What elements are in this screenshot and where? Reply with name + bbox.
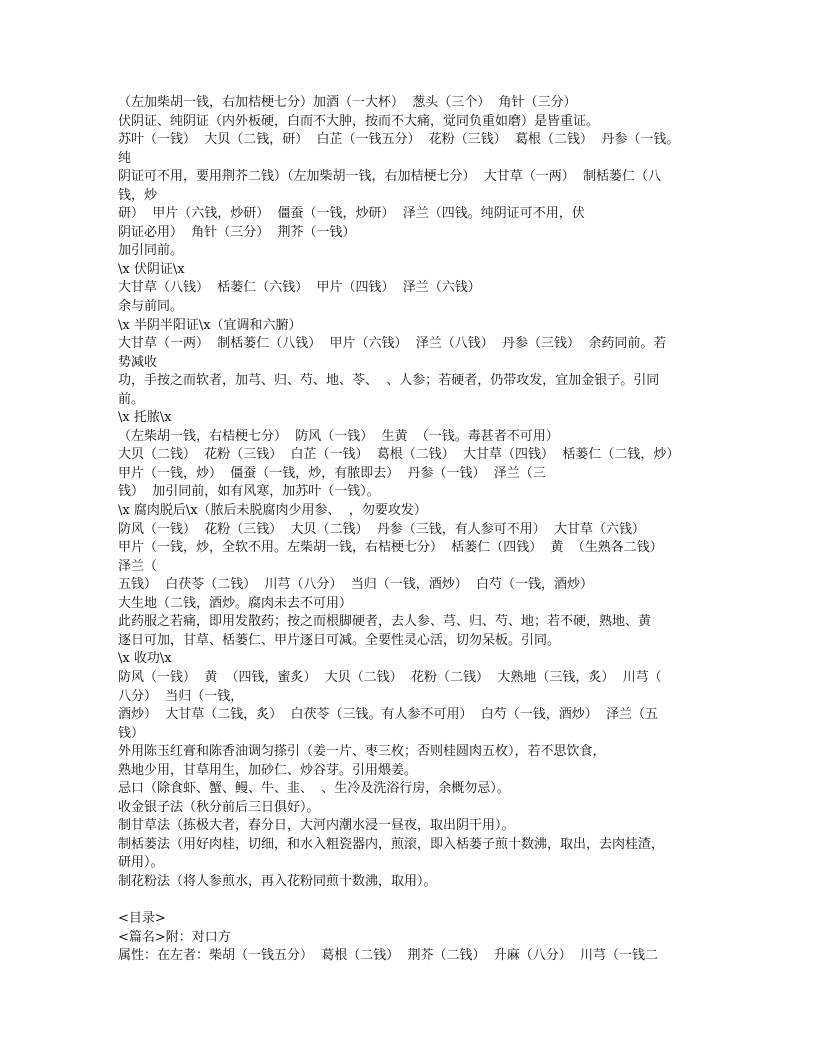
- blank-line: [118, 892, 708, 911]
- text-line: 伏阴证、纯阴证（内外板硬，白而不大肿，按而不大痛，觉同负重如磨）是皆重证。: [118, 113, 600, 129]
- text-line: 甲片（一钱，炒） 僵蚕（一钱，炒，有脓即去） 丹参（一钱） 泽兰（三: [118, 465, 546, 481]
- text-line: 制栝蒌法（用好肉桂，切细，和水入粗瓷器内，煎滚，即入栝蒌子煎十数沸，取出，去肉桂渣，: [118, 836, 665, 852]
- text-line: 泽兰（: [118, 558, 158, 574]
- text-line: 酒炒） 大甘草（二钱，炙） 白茯苓（三钱。有人参不可用） 白芍（一钱，酒炒） 泽兰（五: [118, 707, 659, 723]
- text-line: 阴证必用） 角针（三分） 荆芥（一钱）: [118, 224, 356, 240]
- text-line: 余与前同。: [118, 299, 184, 315]
- text-line: \x 收功\x: [118, 651, 172, 667]
- text-line: 五钱） 白茯苓（二钱） 川芎（八分） 当归（一钱，酒炒） 白芍（一钱，酒炒）: [118, 577, 594, 593]
- text-line: 大贝（二钱） 花粉（三钱） 白芷（一钱） 葛根（二钱） 大甘草（四钱） 栝蒌仁（二钱，炒）: [118, 447, 680, 463]
- text-line: 纯: [118, 150, 132, 166]
- text-line: 制花粉法（将人参煎水，再入花粉同煎十数沸，取用）。: [118, 873, 437, 889]
- text-line: 八分） 当归（一钱，: [118, 688, 244, 704]
- text-line: 前。: [118, 391, 145, 407]
- text-line: 甲片（一钱，炒，全软不用。左柴胡一钱，右桔梗七分） 栝蒌仁（四钱） 黄 （生熟各二钱）: [118, 540, 663, 556]
- text-line: 阴证可不用，要用荆芥二钱）（左加柴胡一钱，右加桔梗七分） 大甘草（一两） 制栝蒌仁（八: [118, 169, 662, 185]
- text-line: 大甘草（一两） 制栝蒌仁（八钱） 甲片（六钱） 泽兰（八钱） 丹参（三钱） 余药同前。若: [118, 336, 667, 352]
- text-line: （左柴胡一钱，右桔梗七分） 防风（一钱） 生黄 （一钱。毒甚者不可用）: [118, 428, 559, 444]
- text-line: 大生地（二钱，酒炒。腐肉未去不可用）: [118, 595, 353, 611]
- text-line: 势减收: [118, 354, 158, 370]
- text-line: <篇名>附：对口方: [118, 929, 231, 945]
- text-line: 防风（一钱） 黄 （四钱，蜜炙） 大贝（二钱） 花粉（二钱） 大熟地（三钱，炙） 川芎（: [118, 669, 662, 685]
- text-line: \x 半阴半阳证\x（宜调和六腑）: [118, 317, 302, 333]
- text-line: 外用陈玉红膏和陈香油调匀搽引（姜一片、枣三枚；否则桂圆肉五枚），若不思饮食，: [118, 744, 606, 760]
- text-line: 加引同前。: [118, 243, 184, 259]
- text-line: 属性：在左者：柴胡（一钱五分） 葛根（二钱） 荆芥（二钱） 升麻（八分） 川芎（一钱二: [118, 948, 659, 964]
- text-line: 研） 甲片（六钱，炒研） 僵蚕（一钱，炒研） 泽兰（四钱。纯阴证可不用，伏: [118, 206, 585, 222]
- text-line: 钱） 加引同前，如有风寒，加苏叶（一钱）。: [118, 484, 380, 500]
- text-line: \x 伏阴证\x: [118, 261, 185, 277]
- text-line: 钱）: [118, 725, 145, 741]
- text-line: 苏叶（一钱） 大贝（二钱，研） 白芷（一钱五分） 花粉（三钱） 葛根（二钱） 丹参（一钱。: [118, 132, 680, 148]
- text-line: 钱，炒: [118, 187, 158, 203]
- document-page: [118, 94, 708, 966]
- text-line: 制甘草法（拣极大者，春分日，大河内潮水浸一昼夜，取出阴干用）。: [118, 818, 515, 834]
- text-line: 此药服之若痛，即用发散药；按之而根脚硬者，去人参、芎、归、芍、地；若不硬，熟地、黄: [118, 614, 652, 630]
- text-line: \x 托脓\x: [118, 410, 172, 426]
- text-line: 大甘草（八钱） 栝蒌仁（六钱） 甲片（四钱） 泽兰（六钱）: [118, 280, 481, 296]
- text-line: \x 腐肉脱后\x（脓后未脱腐肉少用参、 ，勿要攻发）: [118, 503, 427, 519]
- text-line: 逐日可加，甘草、栝蒌仁、甲片逐日可减。全要性灵心活，切勿呆板。引同。: [118, 632, 561, 648]
- text-line: 防风（一钱） 花粉（三钱） 大贝（二钱） 丹参（三钱，有人参可不用） 大甘草（六钱）: [118, 521, 646, 537]
- text-line: 忌口（除食虾、蟹、鳗、牛、韭、 、生冷及洗浴行房，余概勿忌）。: [118, 781, 510, 797]
- text-line: <目录>: [118, 911, 166, 927]
- text-line: 收金银子法（秋分前后三日俱好）。: [118, 799, 320, 815]
- text-line: 熟地少用，甘草用生，加砂仁、炒谷芽。引用煨姜。: [118, 762, 418, 778]
- text-line: 功，手按之而软者，加芎、归、芍、地、苓、 、人参；若硬者，仍带攻发，宜加金银子。引同: [118, 373, 660, 389]
- text-line: 研用）。: [118, 855, 164, 871]
- text-line: （左加柴胡一钱，右加桔梗七分）加酒（一大杯） 葱头（三个） 角针（三分）: [118, 95, 577, 110]
